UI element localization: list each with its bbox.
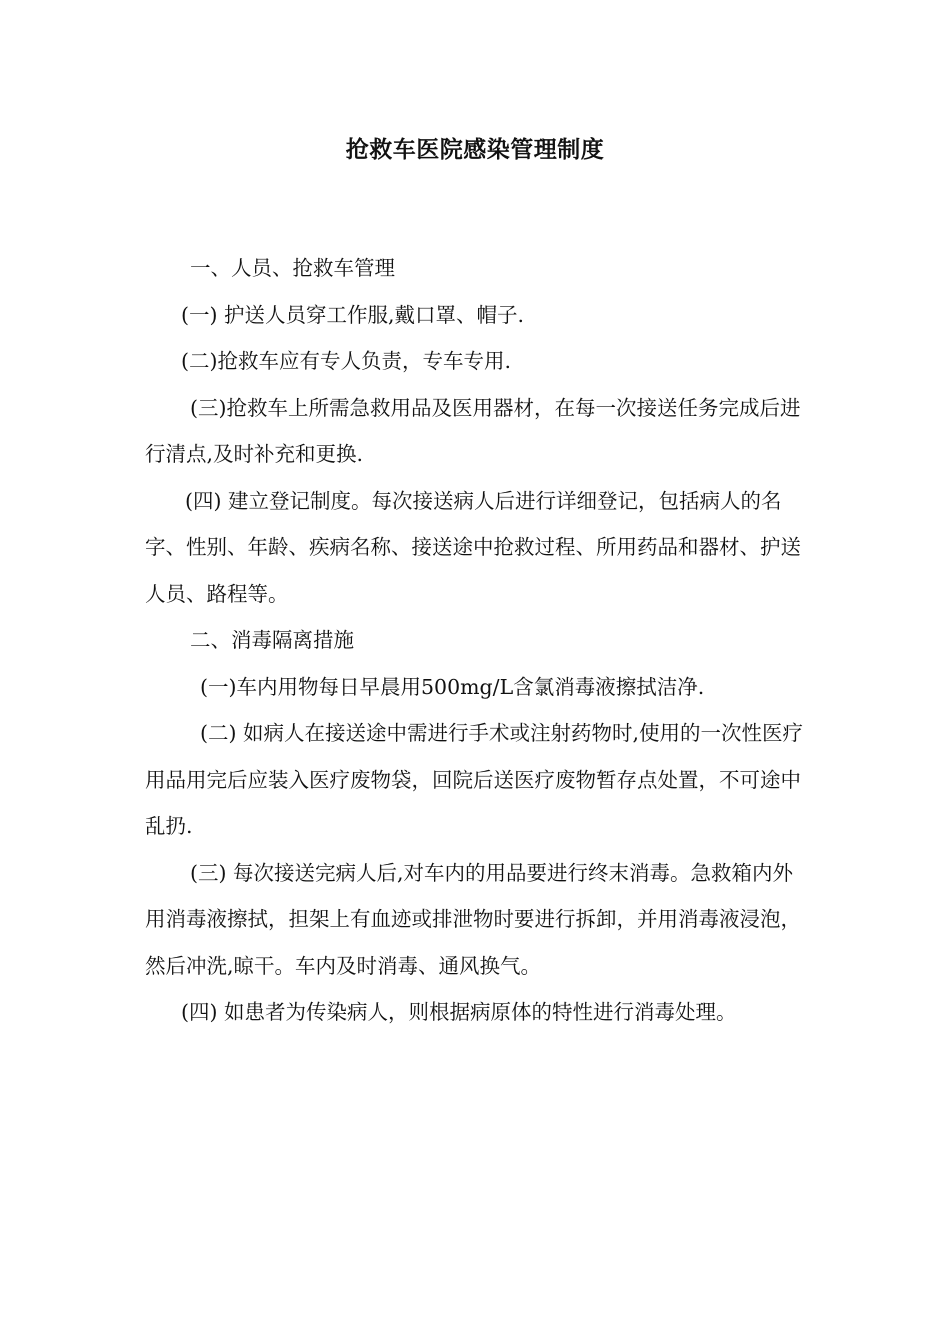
section-heading-personnel: 一、人员、抢救车管理 xyxy=(190,256,395,280)
section-heading-disinfection: 二、消毒隔离措施 xyxy=(190,628,354,652)
document-title: 抢救车医院感染管理制度 xyxy=(345,136,605,163)
paragraph-infectious-patient: (四) 如患者为传染病人，则根据病原体的特性进行消毒处理。 xyxy=(181,1000,737,1024)
paragraph-escort-attire: (一) 护送人员穿工作服,戴口罩、帽子. xyxy=(181,302,525,327)
paragraph-registration-system: (四) 建立登记制度。每次接送病人后进行详细登记，包括病人的名字、性别、年龄、疾病名称、接送途中抢救过程、所用药品和器材、护送人员、路程等。 xyxy=(145,488,801,606)
document-body xyxy=(145,245,810,1036)
paragraph-equipment-check: (三)抢救车上所需急救用品及医用器材，在每一次接送任务完成后进行清点,及时补充和更换. xyxy=(145,395,801,466)
paragraph-terminal-disinfection: (三) 每次接送完病人后,对车内的用品要进行终末消毒。急救箱内外用消毒液擦拭，担架上有血迹或排泄物时要进行拆卸，并用消毒液浸泡，然后冲洗,晾干。车内及时消毒、通风换气。 xyxy=(145,860,801,978)
paragraph-medical-waste: (二) 如病人在接送途中需进行手术或注射药物时,使用的一次性医疗用品用完后应装入医疗废物袋，回院后送医疗废物暂存点处置，不可途中乱扔. xyxy=(145,721,804,838)
paragraph-daily-wipe: (一)车内用物每日早晨用500mg/L含氯消毒液擦拭洁净. xyxy=(200,674,705,699)
paragraph-dedicated-vehicle: (二)抢救车应有专人负责，专车专用. xyxy=(181,349,512,373)
